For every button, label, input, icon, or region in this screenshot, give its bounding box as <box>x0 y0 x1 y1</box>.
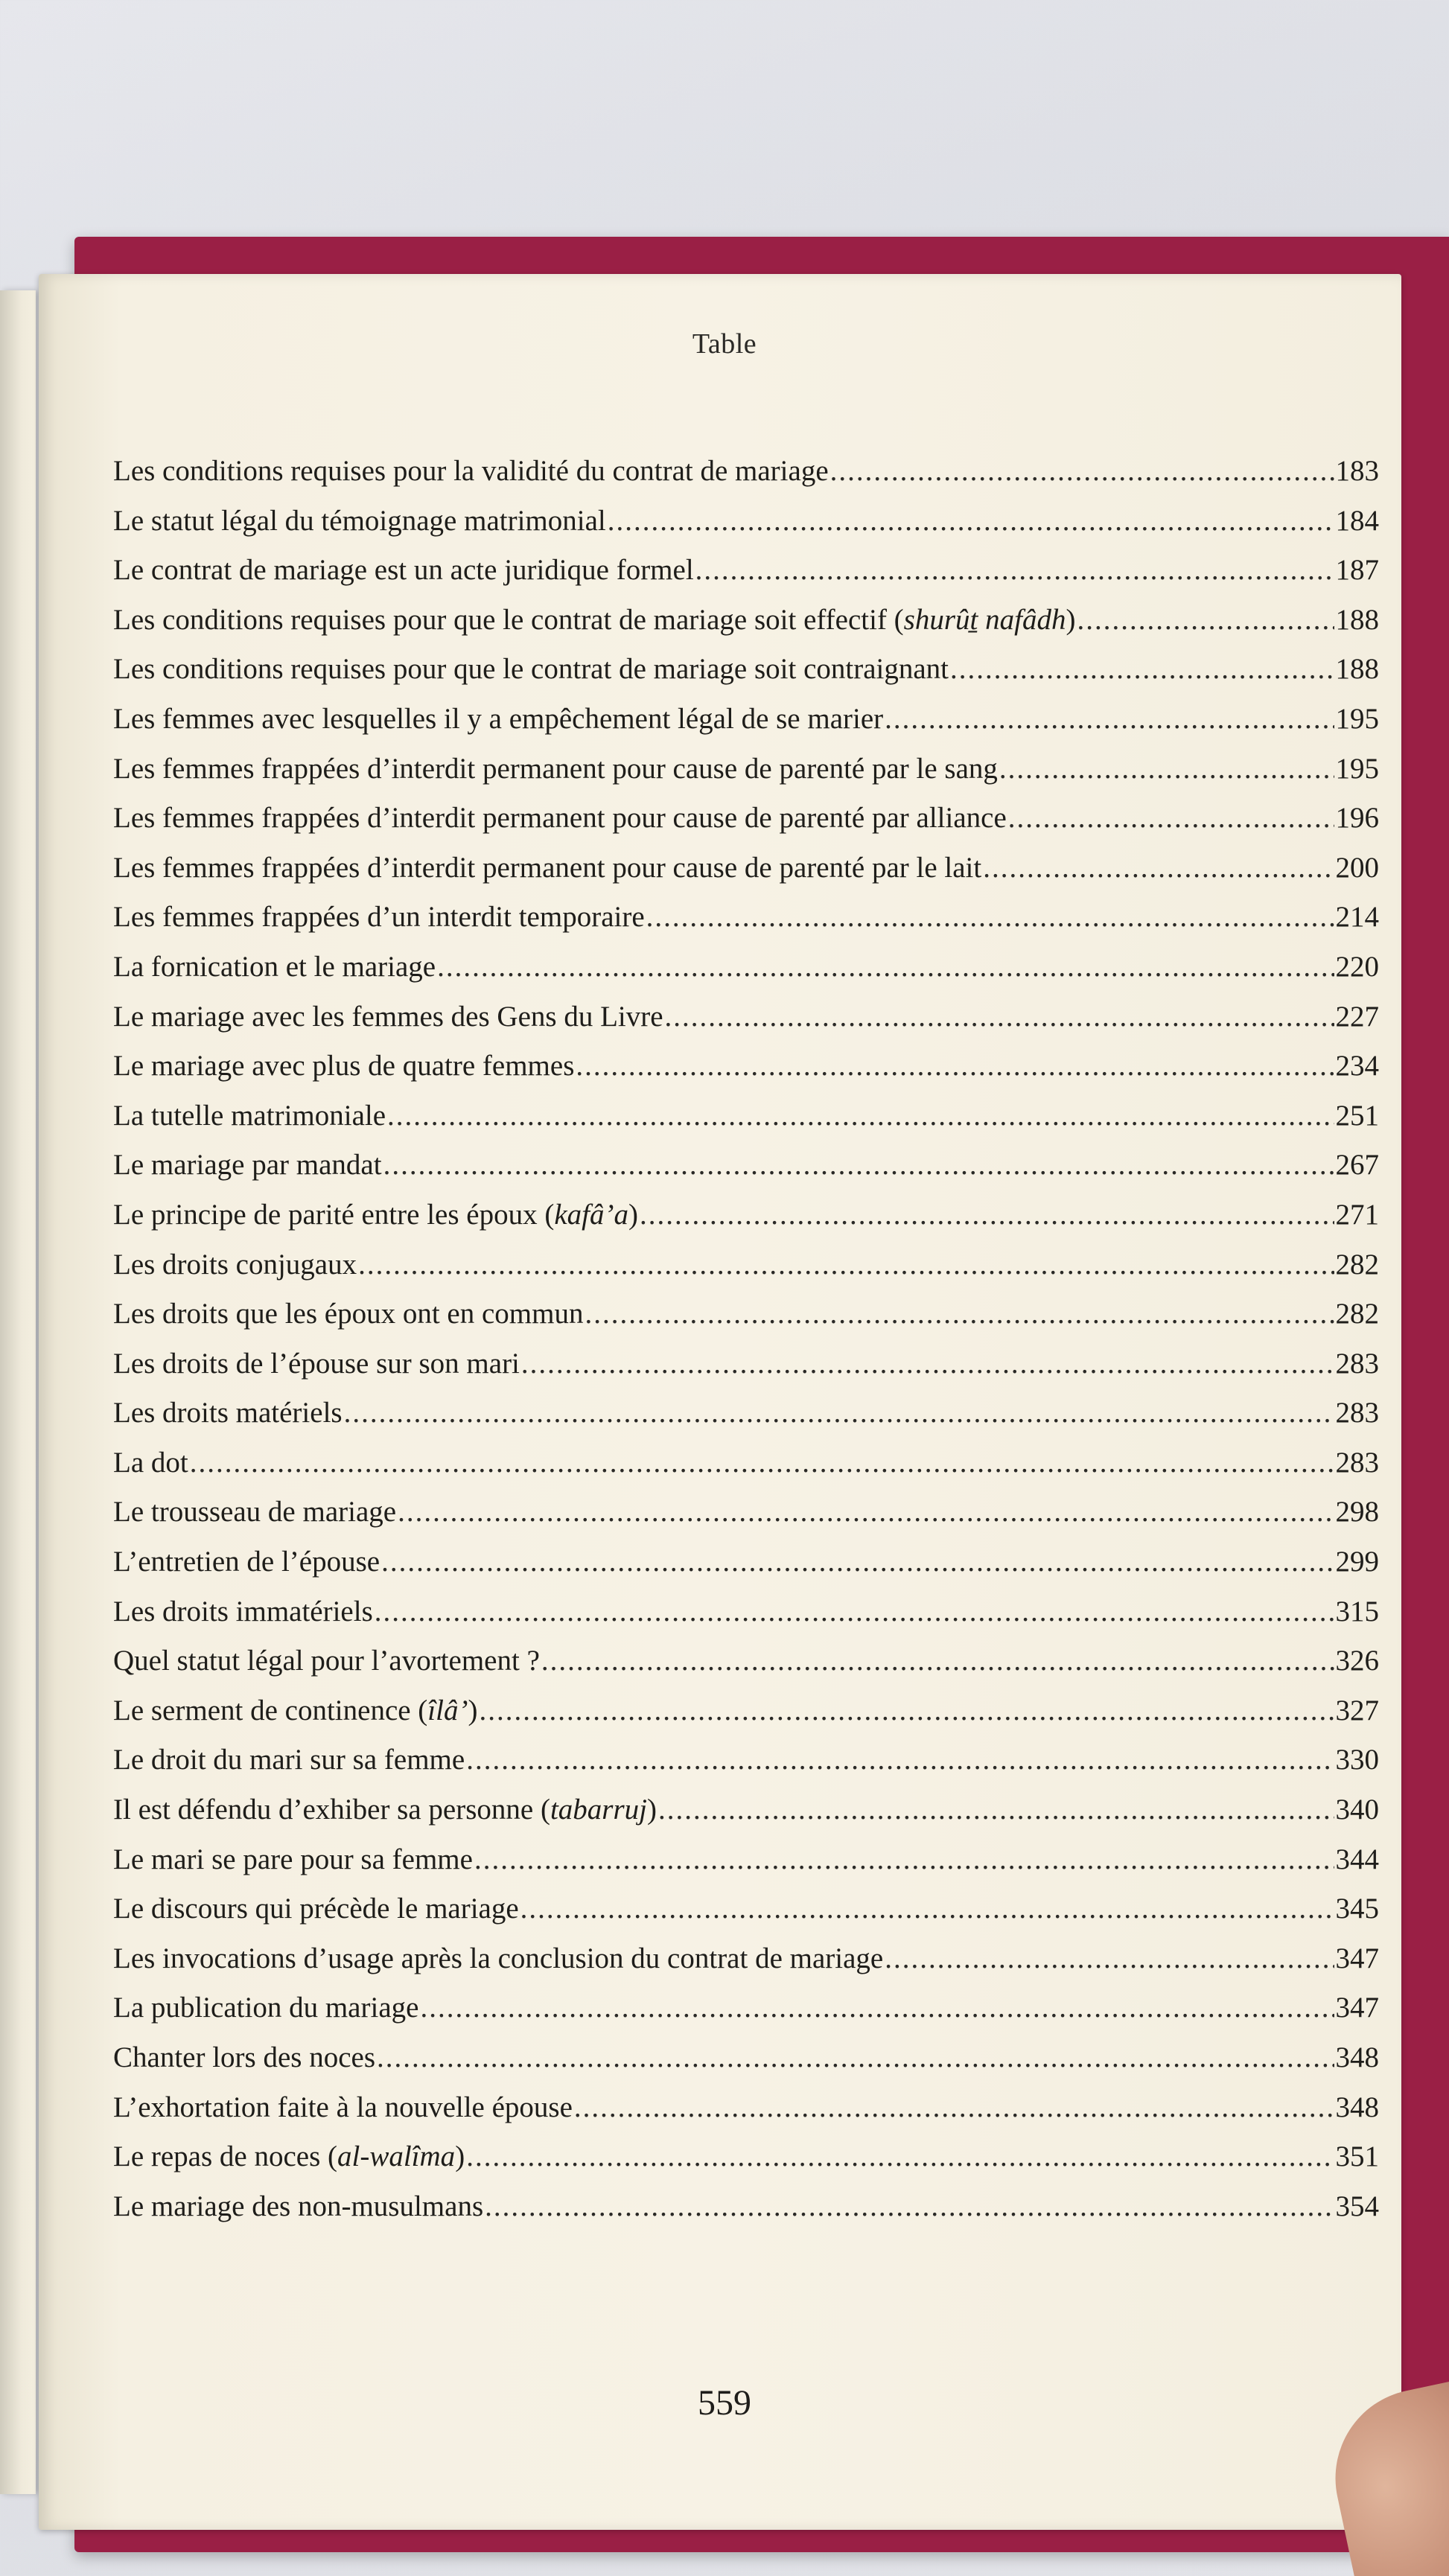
dot-leader <box>646 900 1334 934</box>
toc-entry-page: 282 <box>1335 1248 1379 1281</box>
toc-entry-page: 348 <box>1335 2041 1379 2073</box>
dot-leader <box>383 1148 1334 1182</box>
dot-leader <box>398 1495 1334 1528</box>
toc-entry-title <box>113 900 645 934</box>
toc-entry-title-text: Les conditions requises pour que le contrat de mariage soit contraignant <box>113 653 949 686</box>
toc-entry-title-suffix: ) <box>1066 603 1076 636</box>
toc-entry-page: 282 <box>1335 1298 1379 1330</box>
toc-entry-transliteration: tabarruj <box>550 1794 647 1826</box>
toc-entry-title-text: Les femmes frappées d’un interdit temporaire <box>113 901 645 934</box>
toc-entry-title-suffix: ) <box>468 1694 478 1727</box>
toc-entry-title <box>113 454 829 488</box>
toc-entry-title <box>113 553 694 587</box>
toc-entry <box>113 1198 1379 1248</box>
toc-entry-title <box>113 1694 477 1727</box>
toc-entry-transliteration: al-walîma <box>337 2140 456 2173</box>
dot-leader <box>344 1396 1334 1429</box>
dot-leader <box>437 950 1334 983</box>
toc-entry <box>113 1942 1379 1992</box>
dot-leader <box>830 454 1334 488</box>
toc-entry-title-text: Les femmes avec lesquelles il y a empêchement légal de se marier <box>113 702 884 735</box>
toc-entry <box>113 752 1379 802</box>
toc-entry <box>113 603 1379 653</box>
toc-entry-page: 351 <box>1335 2140 1379 2173</box>
toc-entry-title-text: La fornication et le mariage <box>113 950 436 983</box>
toc-entry-title <box>113 702 883 736</box>
toc-entry-title-text: Les conditions requises pour la validité du contrat de mariage <box>113 455 829 487</box>
toc-entry-title <box>113 1942 883 1975</box>
toc-entry-title-text: Le contrat de mariage est un acte juridique formel <box>113 554 694 587</box>
dot-leader <box>520 1892 1334 1925</box>
toc-entry <box>113 801 1379 851</box>
toc-entry-page: 195 <box>1335 752 1379 785</box>
toc-entry-title <box>113 1049 574 1083</box>
dot-leader <box>190 1446 1334 1479</box>
toc-entry <box>113 950 1379 1000</box>
toc-entry-title <box>113 1148 382 1182</box>
toc-entry-page: 330 <box>1335 1744 1379 1776</box>
toc-entry-page: 340 <box>1335 1794 1379 1826</box>
toc-entry-title-text: Les femmes frappées d’interdit permanent pour cause de parenté par le sang <box>113 752 998 785</box>
toc-entry-title <box>113 1545 380 1578</box>
toc-entry-title <box>113 1991 418 2024</box>
toc-entry-page: 187 <box>1335 554 1379 587</box>
toc-entry-title-text: Le mari se pare pour sa femme <box>113 1843 473 1875</box>
dot-leader <box>576 1049 1334 1083</box>
toc-entry <box>113 900 1379 950</box>
toc-entry <box>113 652 1379 702</box>
dot-leader <box>358 1248 1334 1281</box>
toc-entry-title-text: L’entretien de l’épouse <box>113 1546 380 1578</box>
toc-entry-title-text: L’exhortation faite à la nouvelle épouse <box>113 2091 573 2123</box>
toc-entry <box>113 702 1379 752</box>
toc-entry-page: 214 <box>1335 901 1379 934</box>
toc-entry <box>113 1991 1379 2041</box>
toc-entry-title-text: La dot <box>113 1446 188 1479</box>
toc-entry-title-text: Le principe de parité entre les époux ( <box>113 1198 555 1231</box>
dot-leader <box>983 851 1334 884</box>
toc-entry-title <box>113 1743 465 1776</box>
toc-entry-title-text: Le mariage avec les femmes des Gens du Livre <box>113 1000 663 1033</box>
toc-entry-page: 188 <box>1335 653 1379 686</box>
toc-entry <box>113 1743 1379 1793</box>
toc-entry-title-text: Il est défendu d’exhiber sa personne ( <box>113 1794 550 1826</box>
toc-entry-title-text: Le mariage avec plus de quatre femmes <box>113 1050 575 1083</box>
toc-entry-title <box>113 504 606 538</box>
toc-entry <box>113 1049 1379 1099</box>
facing-page-edge <box>0 290 36 2494</box>
toc-entry-page: 345 <box>1335 1893 1379 1925</box>
toc-entry-title <box>113 950 436 983</box>
toc-entry-title <box>113 851 981 884</box>
toc-entry-title <box>113 1446 188 1479</box>
dot-leader <box>541 1644 1334 1677</box>
toc-entry-page: 184 <box>1335 504 1379 537</box>
toc-entry-title <box>113 1793 657 1826</box>
toc-entry <box>113 1396 1379 1446</box>
toc-entry-title-text: Les conditions requises pour que le contrat de mariage soit effectif ( <box>113 603 904 636</box>
toc-entry-title-text: Le trousseau de mariage <box>113 1496 397 1528</box>
toc-entry-page: 344 <box>1335 1843 1379 1875</box>
toc-entry-title-text: Le droit du mari sur sa femme <box>113 1744 465 1776</box>
toc-entry-title-text: Les droits que les époux ont en commun <box>113 1298 584 1330</box>
toc-entry-title <box>113 2091 573 2124</box>
dot-leader <box>695 553 1334 587</box>
toc-entry-title-text: Quel statut légal pour l’avortement ? <box>113 1645 540 1677</box>
toc-entry-page: 251 <box>1335 1099 1379 1132</box>
toc-entry-page: 271 <box>1335 1198 1379 1231</box>
toc-entry <box>113 1000 1379 1050</box>
dot-leader <box>375 1595 1334 1628</box>
toc-entry <box>113 504 1379 554</box>
toc-entry-page: 347 <box>1335 1992 1379 2024</box>
toc-entry-title-suffix: ) <box>455 2140 465 2173</box>
dot-leader <box>658 1793 1334 1826</box>
toc-entry-title-text: Les droits immatériels <box>113 1595 373 1627</box>
toc-entry <box>113 2091 1379 2140</box>
toc-entry-transliteration: kafâ’a <box>554 1198 628 1231</box>
toc-entry-title-text: Les invocations d’usage après la conclusion du contrat de mariage <box>113 1942 884 1974</box>
toc-entry-transliteration: shurûṯ nafâdh <box>903 603 1066 636</box>
toc-entry-transliteration: îlâ’ <box>427 1694 468 1727</box>
dot-leader <box>381 1545 1334 1578</box>
dot-leader <box>466 1743 1334 1776</box>
dot-leader <box>950 652 1334 686</box>
toc-entry <box>113 1644 1379 1694</box>
toc-entry-page: 348 <box>1335 2091 1379 2123</box>
toc-entry <box>113 1595 1379 1645</box>
toc-entry <box>113 553 1379 603</box>
toc-entry <box>113 1545 1379 1595</box>
toc-entry-title <box>113 1198 638 1231</box>
toc-entry-page: 196 <box>1335 802 1379 835</box>
toc-entry-page: 283 <box>1335 1446 1379 1479</box>
toc-entry-title <box>113 752 998 785</box>
toc-entry-title-text: Le discours qui précède le mariage <box>113 1893 519 1925</box>
toc-entry-page: 315 <box>1335 1595 1379 1627</box>
toc-entry-title <box>113 1396 343 1429</box>
toc-entry-page: 299 <box>1335 1546 1379 1578</box>
toc-entry-title <box>113 1099 386 1132</box>
dot-leader <box>1008 801 1334 835</box>
toc-entry-title-text: Les droits matériels <box>113 1397 343 1429</box>
toc-entry-title <box>113 1347 520 1380</box>
toc-entry-title-text: Le mariage par mandat <box>113 1149 382 1182</box>
dot-leader <box>999 752 1334 785</box>
toc-entry-title <box>113 2190 483 2223</box>
toc-entry-title <box>113 801 1007 835</box>
toc-entry-title <box>113 2140 465 2173</box>
dot-leader <box>387 1099 1334 1132</box>
toc-entry-page: 220 <box>1335 950 1379 983</box>
dot-leader <box>885 702 1334 736</box>
toc-entry <box>113 1793 1379 1843</box>
page-number: 559 <box>698 2383 751 2423</box>
toc-entry <box>113 1297 1379 1347</box>
toc-entry-title-text: Le serment de continence ( <box>113 1694 428 1727</box>
dot-leader <box>377 2041 1334 2074</box>
toc-entry-page: 234 <box>1335 1050 1379 1083</box>
toc-entry-title <box>113 1644 540 1677</box>
toc-entry-title-text: Les droits de l’épouse sur son mari <box>113 1347 520 1380</box>
running-head: Table <box>692 328 757 360</box>
toc-entry <box>113 1694 1379 1744</box>
toc-entry-page: 188 <box>1335 603 1379 636</box>
dot-leader <box>485 2190 1334 2223</box>
dot-leader <box>640 1198 1334 1231</box>
toc-entry <box>113 2190 1379 2239</box>
table-of-contents <box>113 454 1379 2239</box>
toc-entry <box>113 1892 1379 1942</box>
dot-leader <box>608 504 1334 538</box>
dot-leader <box>479 1694 1334 1727</box>
toc-entry-title <box>113 652 949 686</box>
toc-entry-page: 267 <box>1335 1149 1379 1182</box>
toc-entry-page: 195 <box>1335 702 1379 735</box>
toc-entry-title <box>113 1843 473 1876</box>
toc-entry-title-text: Le repas de noces ( <box>113 2140 338 2173</box>
toc-entry-title <box>113 1595 373 1628</box>
dot-leader <box>521 1347 1334 1380</box>
toc-entry <box>113 1099 1379 1149</box>
toc-entry-title-text: La publication du mariage <box>113 1992 419 2024</box>
toc-entry-title <box>113 1297 583 1330</box>
toc-entry-title-text: Les droits conjugaux <box>113 1248 357 1281</box>
toc-entry-title-text: Les femmes frappées d’interdit permanent pour cause de parenté par le lait <box>113 851 982 884</box>
toc-entry-title-text: Chanter lors des noces <box>113 2041 375 2073</box>
toc-entry-page: 347 <box>1335 1942 1379 1974</box>
toc-entry-page: 200 <box>1335 851 1379 884</box>
toc-entry <box>113 2041 1379 2091</box>
toc-entry <box>113 1248 1379 1298</box>
toc-entry-title-text: Le mariage des non-musulmans <box>113 2190 484 2222</box>
toc-entry-page: 326 <box>1335 1645 1379 1677</box>
toc-entry-title-suffix: ) <box>646 1794 657 1826</box>
toc-entry <box>113 1495 1379 1545</box>
toc-entry <box>113 454 1379 504</box>
dot-leader <box>885 1942 1334 1975</box>
toc-entry-title <box>113 2041 375 2074</box>
toc-entry-title <box>113 1495 396 1528</box>
toc-entry-title-text: Le statut légal du témoignage matrimonial <box>113 504 606 537</box>
dot-leader <box>585 1297 1334 1330</box>
toc-entry-title-text: Les femmes frappées d’interdit permanent pour cause de parenté par alliance <box>113 802 1007 835</box>
dot-leader <box>466 2140 1334 2173</box>
toc-entry-page: 283 <box>1335 1347 1379 1380</box>
toc-entry <box>113 1843 1379 1893</box>
toc-entry <box>113 1446 1379 1496</box>
toc-entry-page: 183 <box>1335 455 1379 487</box>
toc-entry-title <box>113 1000 663 1033</box>
toc-entry <box>113 1347 1379 1397</box>
dot-leader <box>574 2091 1334 2124</box>
toc-entry-page: 227 <box>1335 1000 1379 1033</box>
toc-entry-title-suffix: ) <box>628 1198 638 1231</box>
dot-leader <box>474 1843 1334 1876</box>
toc-entry-title-text: La tutelle matrimoniale <box>113 1099 386 1132</box>
toc-entry-page: 327 <box>1335 1694 1379 1727</box>
toc-entry-page: 283 <box>1335 1397 1379 1429</box>
dot-leader <box>1077 603 1334 637</box>
toc-entry <box>113 2140 1379 2190</box>
dot-leader <box>420 1991 1334 2024</box>
toc-entry <box>113 851 1379 901</box>
toc-entry-page: 298 <box>1335 1496 1379 1528</box>
toc-entry-title <box>113 1892 519 1925</box>
toc-entry-title <box>113 1248 357 1281</box>
toc-entry-page: 354 <box>1335 2190 1379 2222</box>
dot-leader <box>665 1000 1334 1033</box>
toc-entry <box>113 1148 1379 1198</box>
toc-entry-title <box>113 603 1075 637</box>
